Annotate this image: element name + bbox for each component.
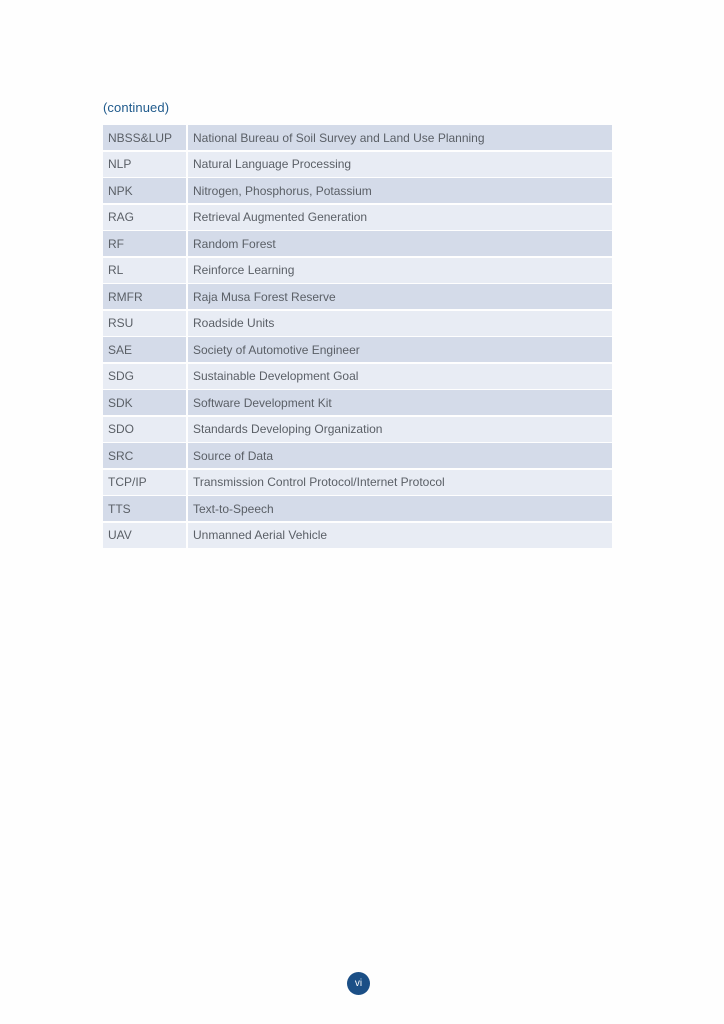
abbreviation-cell: TTS — [103, 496, 186, 521]
table-row — [103, 364, 612, 391]
table-row — [103, 284, 612, 311]
abbreviation-cell: RMFR — [103, 284, 186, 309]
definition-cell: Natural Language Processing — [188, 152, 612, 177]
definition-cell: Source of Data — [188, 443, 612, 468]
definition-cell: Sustainable Development Goal — [188, 364, 612, 389]
table-row — [103, 496, 612, 523]
abbreviations-table — [103, 125, 612, 549]
definition-cell: Nitrogen, Phosphorus, Potassium — [188, 178, 612, 203]
table-row — [103, 205, 612, 232]
table-row — [103, 337, 612, 364]
definition-cell: Raja Musa Forest Reserve — [188, 284, 612, 309]
abbreviation-cell: RSU — [103, 311, 186, 336]
abbreviation-cell: SRC — [103, 443, 186, 468]
table-row — [103, 231, 612, 258]
abbreviation-cell: NLP — [103, 152, 186, 177]
definition-cell: Standards Developing Organization — [188, 417, 612, 442]
table-row — [103, 470, 612, 497]
definition-cell: National Bureau of Soil Survey and Land Use Planning — [188, 125, 612, 150]
table-row — [103, 178, 612, 205]
table-row — [103, 258, 612, 285]
abbreviation-cell: RF — [103, 231, 186, 256]
definition-cell: Transmission Control Protocol/Internet Protocol — [188, 470, 612, 495]
definition-cell: Reinforce Learning — [188, 258, 612, 283]
abbreviation-cell: RAG — [103, 205, 186, 230]
table-row — [103, 390, 612, 417]
definition-cell: Software Development Kit — [188, 390, 612, 415]
abbreviation-cell: UAV — [103, 523, 186, 548]
table-row — [103, 417, 612, 444]
abbreviation-cell: NBSS&LUP — [103, 125, 186, 150]
table-row — [103, 443, 612, 470]
abbreviation-cell: TCP/IP — [103, 470, 186, 495]
table-row — [103, 311, 612, 338]
table-row — [103, 152, 612, 179]
abbreviation-cell: SAE — [103, 337, 186, 362]
definition-cell: Roadside Units — [188, 311, 612, 336]
page-number-badge: vi — [347, 972, 370, 995]
definition-cell: Text-to-Speech — [188, 496, 612, 521]
definition-cell: Retrieval Augmented Generation — [188, 205, 612, 230]
abbreviation-cell: RL — [103, 258, 186, 283]
definition-cell: Random Forest — [188, 231, 612, 256]
abbreviation-cell: SDG — [103, 364, 186, 389]
table-row — [103, 125, 612, 152]
table-row — [103, 523, 612, 550]
continued-heading: (continued) — [103, 100, 170, 115]
abbreviation-cell: SDK — [103, 390, 186, 415]
abbreviation-cell: NPK — [103, 178, 186, 203]
definition-cell: Society of Automotive Engineer — [188, 337, 612, 362]
definition-cell: Unmanned Aerial Vehicle — [188, 523, 612, 548]
abbreviation-cell: SDO — [103, 417, 186, 442]
